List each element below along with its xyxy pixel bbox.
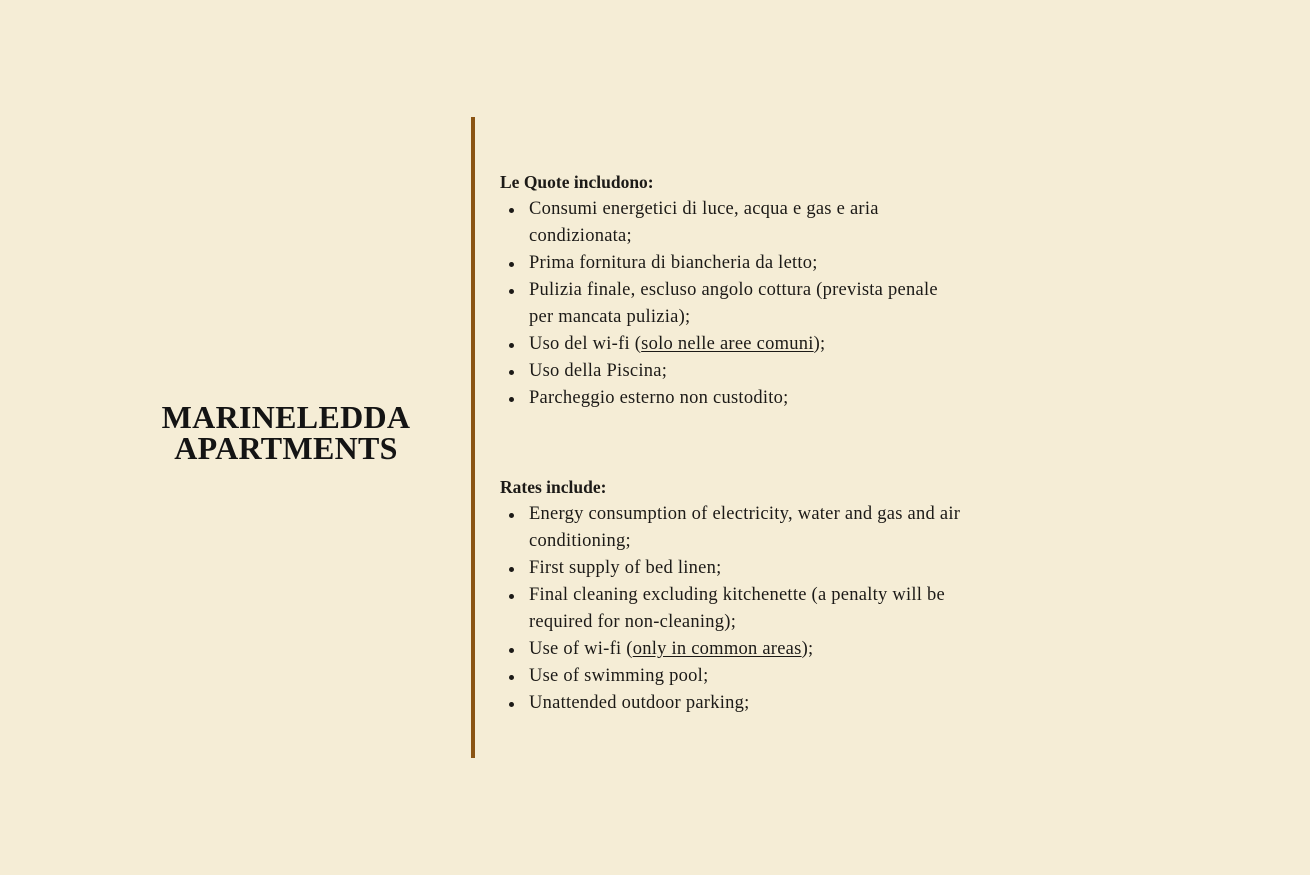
- item-text-line: Pulizia finale, escluso angolo cottura (prevista penale: [529, 280, 938, 300]
- list-item: [500, 277, 1080, 331]
- list-item: [500, 331, 1080, 358]
- list-item: [500, 555, 1080, 582]
- brand-title-line-1: MARINELEDDA: [161, 399, 411, 435]
- item-text: );: [813, 334, 826, 354]
- brand-title-line-2: APARTMENTS: [174, 430, 398, 466]
- item-text: Uso del wi-fi (: [529, 334, 642, 354]
- italian-heading: Le Quote includono:: [500, 172, 654, 192]
- item-text: Use of wi-fi (: [529, 639, 633, 659]
- item-text-line: Uso della Piscina;: [529, 361, 668, 381]
- item-text-line: Final cleaning excluding kitchenette (a penalty will be: [529, 585, 945, 605]
- list-item: [500, 501, 1080, 555]
- item-text-line: Consumi energetici di luce, acqua e gas e aria: [529, 199, 879, 219]
- item-text: );: [801, 639, 814, 659]
- italian-rates-section: [500, 169, 1080, 412]
- brand-title: [140, 399, 432, 466]
- list-item: [500, 196, 1080, 250]
- vertical-divider: [471, 117, 475, 758]
- item-text-line: required for non-cleaning);: [529, 612, 737, 632]
- english-rates-section: [500, 474, 1080, 717]
- list-item: [500, 582, 1080, 636]
- item-text-line: Unattended outdoor parking;: [529, 693, 750, 713]
- item-text-line: Prima fornitura di biancheria da letto;: [529, 253, 818, 273]
- item-text-line: per mancata pulizia);: [529, 307, 691, 327]
- list-item: [500, 250, 1080, 277]
- item-text-line: conditioning;: [529, 531, 631, 551]
- list-item: [500, 358, 1080, 385]
- item-text-line: condizionata;: [529, 226, 632, 246]
- list-item: [500, 385, 1080, 412]
- wifi-area-link[interactable]: solo nelle aree comuni: [641, 334, 814, 354]
- item-text-line: Energy consumption of electricity, water and gas and air: [529, 504, 961, 524]
- item-text-line: Use of swimming pool;: [529, 666, 709, 686]
- item-text-line: Parcheggio esterno non custodito;: [529, 388, 789, 408]
- english-heading: Rates include:: [500, 477, 607, 497]
- item-text-line: First supply of bed linen;: [529, 558, 722, 578]
- english-inclusions-list: [500, 501, 1080, 717]
- wifi-area-link[interactable]: only in common areas: [632, 639, 802, 659]
- list-item: [500, 636, 1080, 663]
- italian-inclusions-list: [500, 196, 1080, 412]
- list-item: [500, 690, 1080, 717]
- list-item: [500, 663, 1080, 690]
